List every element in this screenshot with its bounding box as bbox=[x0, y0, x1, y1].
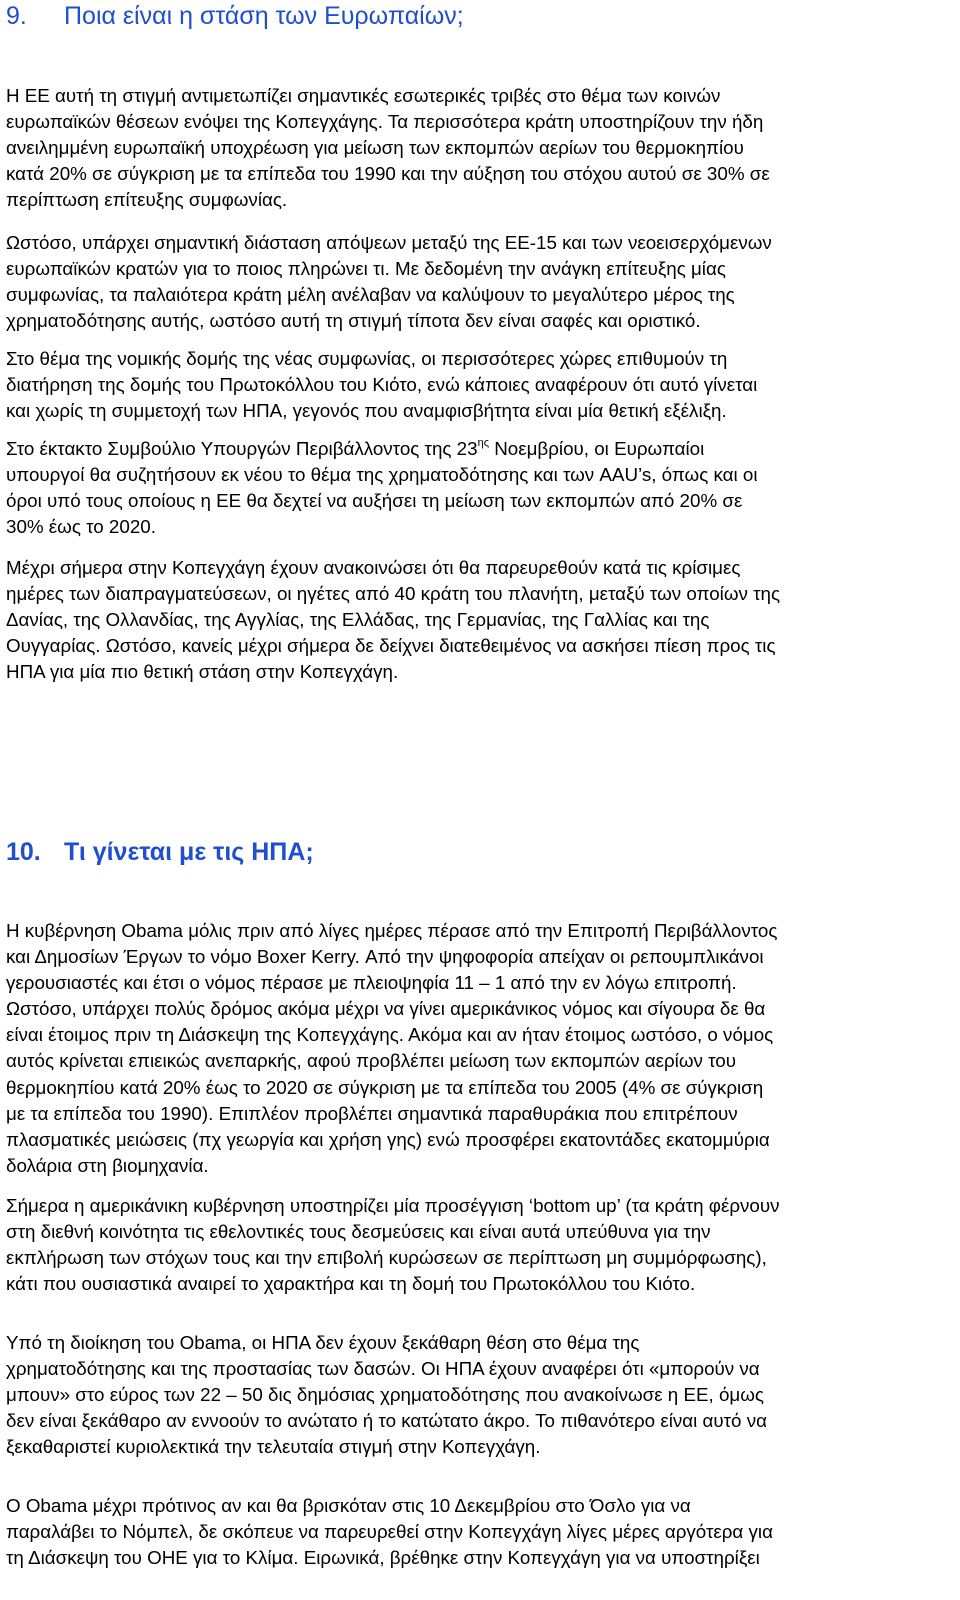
paragraph: Σήμερα η αμερικάνικη κυβέρνηση υποστηρίζει μία προσέγγιση ‘bottom up’ (τα κράτη φέρνουν στη διεθνή κοινότητα τις εθελοντικές τους δεσμεύσεις και είναι αυτά υπεύθυνα για την εκπλήρωση των στόχων τους και την επιβολή κυρώσεων σε περίπτωση μη συμμόρφωσης), κάτι που ουσιαστικά αναιρεί το χαρακτήρα και τη δομή του Πρωτοκόλλου του Κιότο. bbox=[6, 1195, 780, 1295]
paragraph: Η κυβέρνηση Obama μόλις πριν από λίγες ημέρες πέρασε από την Επιτροπή Περιβάλλοντος και Δημοσίων Έργων το νόμο Boxer Kerry. Από την ψηφοφορία απείχαν οι ρεπουμπλικάνοι γερουσιαστές και έτσι ο νόμος πέρασε με πλειοψηφία 11 – 1 από την εν λόγω επιτροπή. Ωστόσο, υπάρχει πολύς δρόμος ακόμα μέχρι να γίνει αμερικάνικος νόμος και σίγουρα δε θα είναι έτοιμος πριν τη Διάσκεψη της Κοπεγχάγης. Ακόμα και αν ήταν έτοιμος ωστόσο, ο νόμος αυτός κρίνεται επιεικώς ανεπαρκής, αφού προβλέπει μείωση των εκπομπών αερίων του θερμοκηπίου κατά 20% έως το 2020 σε σύγκριση με τα επίπεδα του 2005 (4% σε σύγκριση με τα επίπεδα του 1990). Επιπλέον προβλέπει σημαντικά παραθυράκια που επιτρέπουν πλασματικές μειώσεις (πχ γεωργία και χρήση γης) ενώ προσφέρει εκατοντάδες εκατομμύρια δολάρια στη βιομηχανία. bbox=[6, 920, 778, 1176]
section-heading bbox=[6, 0, 464, 34]
section-number: 10. bbox=[6, 838, 41, 866]
section-heading bbox=[6, 834, 314, 870]
paragraph: Στο έκτακτο Συμβούλιο Υπουργών Περιβάλλοντος της $23^{\eta\varsigma}$ Νοεμβρίου, οι Ευρωπαίοι υπουργοί θα συζητήσουν εκ νέου το θέμα της χρηματοδότησης και των AAU’s, όπως και οι όροι υπό τους οποίους η ΕΕ θα δεχτεί να αυξήσει τη μείωση των εκπομπών από 20% σε 30% έως το 2020. bbox=[6, 436, 758, 538]
paragraph: Στο θέμα της νομικής δομής της νέας συμφωνίας, οι περισσότερες χώρες επιθυμούν τη διατήρηση της δομής του Πρωτοκόλλου του Κιότο, ενώ κάποιες αναφέρουν ότι αυτό γίνεται και χωρίς τη συμμετοχή των ΗΠΑ, γεγονός που αναμφισβήτητα είναι μία θετική εξέλιξη. bbox=[6, 348, 758, 422]
section-number: 9. bbox=[6, 2, 27, 30]
section-title: Ποια είναι η στάση των Ευρωπαίων; bbox=[64, 2, 464, 30]
paragraph: Ωστόσο, υπάρχει σημαντική διάσταση απόψεων μεταξύ της ΕΕ-15 και των νεοεισερχόμενων ευρωπαϊκών κρατών για το ποιος πληρώνει τι. Με δεδομένη την ανάγκη επίτευξης μίας συμφωνίας, τα παλαιότερα κράτη μέλη ανέλαβαν να καλύψουν το μεγαλύτερο μέρος της χρηματοδότησης αυτής, ωστόσο αυτή τη στιγμή τίποτα δεν είναι σαφές και οριστικό. bbox=[6, 232, 772, 332]
paragraph: Μέχρι σήμερα στην Κοπεγχάγη έχουν ανακοινώσει ότι θα παρευρεθούν κατά τις κρίσιμες ημέρες των διαπραγματεύσεων, οι ηγέτες από 40 κράτη του πλανήτη, μεταξύ των οποίων της Δανίας, της Ολλανδίας, της Αγγλίας, της Ελλάδας, της Γερμανίας, της Γαλλίας και της Ουγγαρίας. Ωστόσο, κανείς μέχρι σήμερα δε δείχνει διατεθειμένος να ασκήσει πίεση προς τις ΗΠΑ για μία πιο θετική στάση στην Κοπεγχάγη. bbox=[6, 557, 781, 683]
paragraph: Η ΕΕ αυτή τη στιγμή αντιμετωπίζει σημαντικές εσωτερικές τριβές στο θέμα των κοινών ευρωπαϊκών θέσεων ενόψει της Κοπεγχάγης. Τα περισσότερα κράτη υποστηρίζουν την ήδη ανειλημμένη ευρωπαϊκή υποχρέωση για μείωση των εκπομπών αερίων του θερμοκηπίου κατά 20% σε σύγκριση με τα επίπεδα του 1990 και την αύξηση του στόχου αυτού σε 30% σε περίπτωση επίτευξης συμφωνίας. bbox=[6, 85, 770, 211]
paragraph: Υπό τη διοίκηση του Obama, οι ΗΠΑ δεν έχουν ξεκάθαρη θέση στο θέμα της χρηματοδότησης και της προστασίας των δασών. Οι ΗΠΑ έχουν αναφέρει ότι «μπορούν να μπουν» στο εύρος των 22 – 50 δις δημόσιας χρηματοδότησης που ανακοίνωσε η ΕΕ, όμως δεν είναι ξεκάθαρο αν εννοούν το ανώτατο ή το κατώτατο άκρο. Το πιθανότερο είναι αυτό να ξεκαθαριστεί κυριολεκτικά την τελευταία στιγμή στην Κοπεγχάγη. bbox=[6, 1332, 767, 1458]
paragraph: Ο Obama μέχρι πρότινος αν και θα βρισκόταν στις 10 Δεκεμβρίου στο Όσλο για να παραλάβει το Νόμπελ, δε σκόπευε να παρευρεθεί στην Κοπεγχάγη λίγες μέρες αργότερα για τη Διάσκεψη του ΟΗΕ για το Κλίμα. Ειρωνικά, βρέθηκε στην Κοπεγχάγη για να υποστηρίξει bbox=[6, 1495, 773, 1569]
ordinal-superscript: ης bbox=[477, 436, 489, 449]
section-title: Τι γίνεται με τις ΗΠΑ; bbox=[64, 838, 314, 866]
